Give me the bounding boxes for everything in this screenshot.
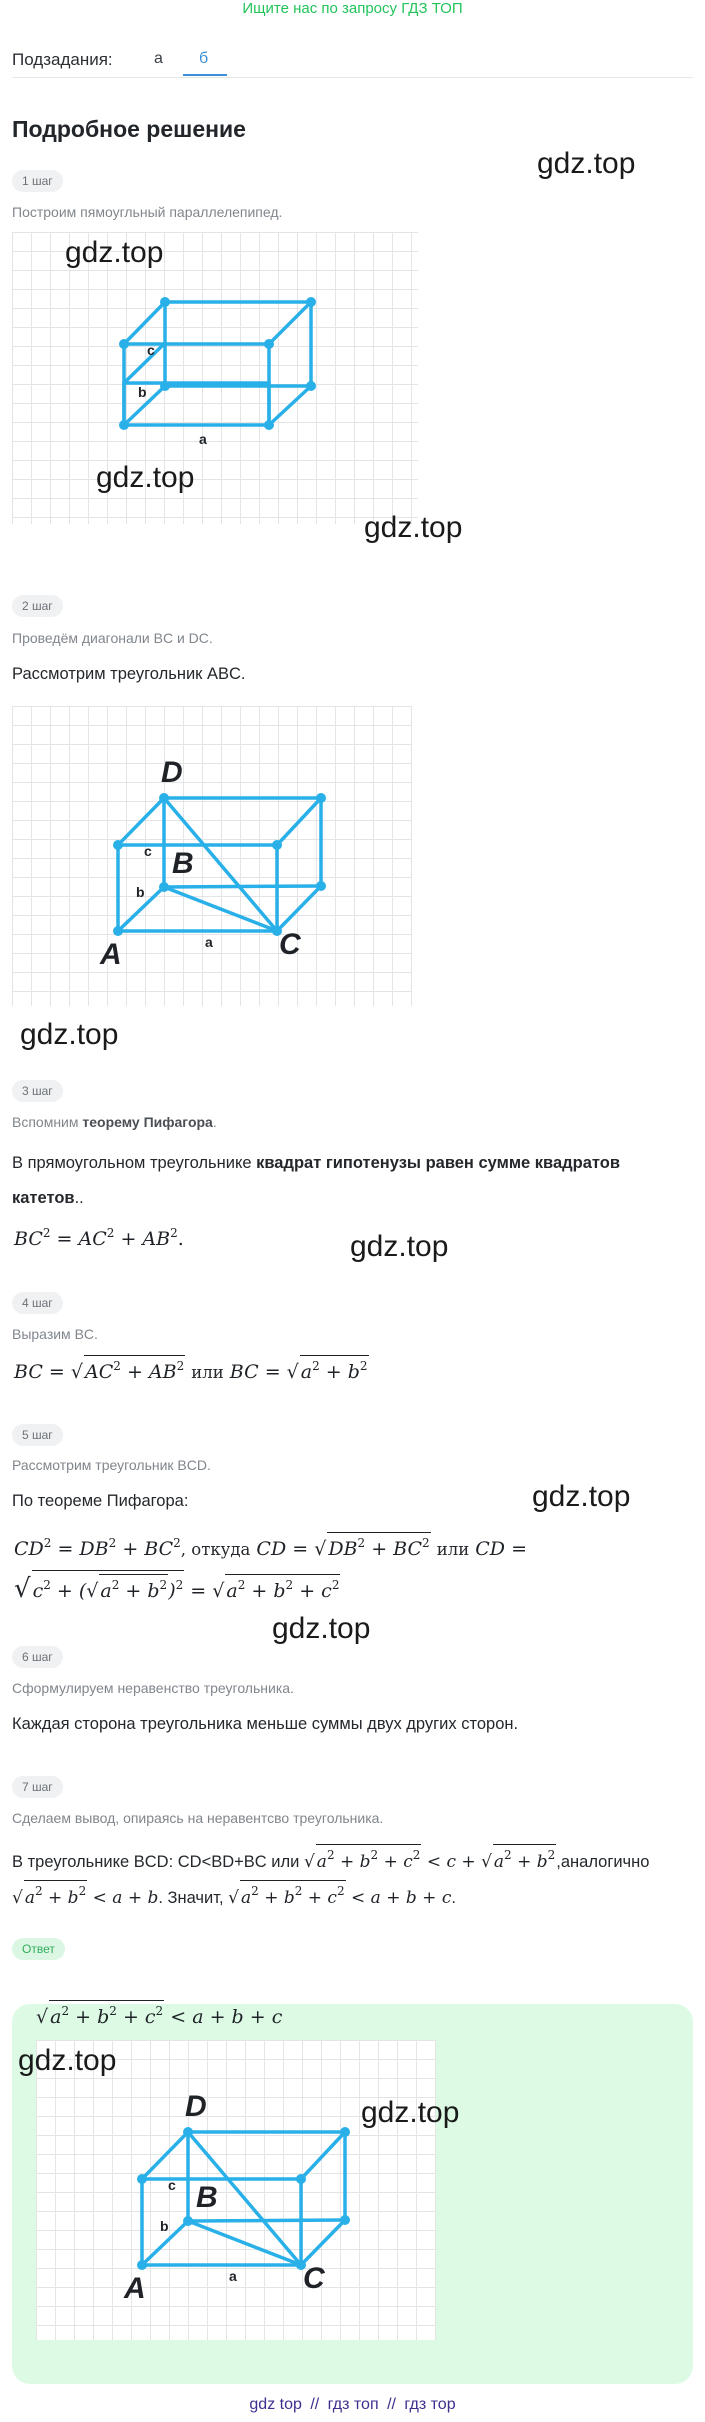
step-3-text-prefix: В прямоугольном треугольнике bbox=[12, 1154, 257, 1172]
bc-formula: BC = √ $AC^2 + AB^2$ или BC = √ $a^2 + b^2$ bbox=[14, 1355, 369, 1383]
step-3-note-suffix: . bbox=[212, 1114, 217, 1130]
edge bbox=[269, 386, 311, 425]
label-c: c bbox=[168, 2177, 176, 2193]
step-2-note: Проведём диагонали BC и DC. bbox=[12, 630, 213, 646]
step-7-note: Сделаем вывод, опираясь на неравентсво треугольника. bbox=[12, 1810, 384, 1826]
label-C: C bbox=[279, 928, 301, 961]
figure-box-2 bbox=[12, 706, 412, 1006]
cd-formula-line-2: √ $c^2$ + (√ $a^2 + b^2)^2$ = √ $a^2 + b^2 + c^2$ bbox=[14, 1570, 340, 1605]
step-2-badge: 2 шаг bbox=[12, 595, 63, 617]
label-C: C bbox=[303, 2262, 325, 2295]
tabs-divider bbox=[12, 77, 693, 78]
label-b: b bbox=[138, 384, 147, 400]
step-7-text-end: . bbox=[451, 1889, 456, 1907]
step-7-text-then: . Значит, bbox=[158, 1889, 224, 1907]
step-3-text bbox=[12, 1146, 687, 1216]
vertex bbox=[264, 339, 274, 349]
edge bbox=[269, 302, 311, 344]
step-5-note: Рассмотрим треугольник BCD. bbox=[12, 1457, 211, 1473]
footer-separator: // bbox=[310, 2396, 320, 2413]
label-a: a bbox=[229, 2268, 237, 2284]
step-7-line-1: В треугольнике BCD: CD<BD+BC или √ $a^2 + b^2 + c^2 < c$ + √ $a^2$ + $b^2,аналогично$ bbox=[12, 1844, 649, 1872]
label-b: b bbox=[160, 2218, 169, 2234]
step-3-text-suffix: .. bbox=[74, 1189, 84, 1207]
footer-link-gdz-top-ru[interactable]: гдз топ bbox=[327, 2396, 379, 2413]
label-A: A bbox=[100, 938, 122, 971]
label-A: A bbox=[124, 2272, 146, 2305]
label-b: b bbox=[136, 884, 145, 900]
edge bbox=[124, 302, 165, 344]
step-3-text-bold: квадрат гипотенузы равен сумме квадратов катетов bbox=[12, 1154, 620, 1207]
label-a: a bbox=[199, 431, 207, 447]
watermark: gdz.top bbox=[537, 147, 636, 180]
step-5-text: По теореме Пифагора: bbox=[12, 1492, 189, 1510]
search-banner[interactable]: Ищите нас по запросу ГДЗ ТОП bbox=[242, 0, 463, 17]
step-3-note-bold: теорему Пифагора bbox=[82, 1114, 213, 1130]
vertex bbox=[119, 339, 129, 349]
footer-link-gdz-tor[interactable]: гдз тор bbox=[404, 2396, 456, 2413]
tab-a[interactable]: а bbox=[154, 50, 163, 67]
step-6-note: Сформулируем неравенство треугольника. bbox=[12, 1680, 294, 1696]
watermark: gdz.top bbox=[364, 511, 463, 544]
answer-parallelepiped-figure bbox=[36, 2040, 436, 2340]
tab-b[interactable]: б bbox=[199, 50, 209, 67]
figure-box-1 bbox=[12, 232, 418, 524]
vertex bbox=[306, 381, 316, 391]
step-4-connector: или bbox=[191, 1363, 224, 1382]
vertex bbox=[264, 420, 274, 430]
parallelepiped-diagonals-figure bbox=[12, 706, 412, 1006]
step-6-text: Каждая сторона треугольника меньше суммы двух других сторон. bbox=[12, 1715, 519, 1733]
watermark: gdz.top bbox=[65, 236, 164, 269]
step-7-text-prefix: В треугольнике BCD: CD<BD+BC или bbox=[12, 1853, 300, 1871]
step-1-note: Построим пямоугльный параллелепипед. bbox=[12, 204, 283, 220]
watermark: gdz.top bbox=[18, 2044, 117, 2077]
answer-badge: Ответ bbox=[12, 1938, 65, 1960]
vertex bbox=[119, 420, 129, 430]
active-tab-indicator bbox=[183, 74, 227, 76]
step-6-badge: 6 шаг bbox=[12, 1646, 63, 1668]
figure-box-answer bbox=[36, 2040, 436, 2340]
watermark: gdz.top bbox=[361, 2096, 460, 2129]
step-3-note bbox=[12, 1114, 217, 1130]
label-B: B bbox=[196, 2181, 218, 2214]
label-D: D bbox=[161, 756, 183, 789]
watermark: gdz.top bbox=[350, 1230, 449, 1263]
vertex bbox=[160, 297, 170, 307]
step-5-connector-2: или bbox=[436, 1540, 470, 1559]
footer-separator: // bbox=[387, 2396, 396, 2413]
step-7-text-mid: ,аналогично bbox=[556, 1853, 650, 1871]
pythagoras-formula: $BC^2 = AC^2 + AB^2$. bbox=[14, 1226, 184, 1250]
label-a: a bbox=[205, 934, 213, 950]
step-2-text: Рассмотрим треугольник ABC. bbox=[12, 665, 246, 683]
label-D: D bbox=[185, 2090, 207, 2123]
subtasks-label: Подзадания: bbox=[12, 50, 113, 69]
label-c: c bbox=[147, 342, 155, 358]
step-1-badge: 1 шаг bbox=[12, 170, 63, 192]
step-3-badge: 3 шаг bbox=[12, 1080, 63, 1102]
step-4-note: Выразим BC. bbox=[12, 1326, 98, 1342]
step-7-line-2: √ $a^2 + b^2 < a + b$. Значит, √ $a^2 + b^2 + c^2 < a + b + c$. bbox=[12, 1880, 456, 1908]
step-4-badge: 4 шаг bbox=[12, 1292, 63, 1314]
step-5-badge: 5 шаг bbox=[12, 1424, 63, 1446]
edge bbox=[124, 343, 165, 383]
vertex bbox=[306, 297, 316, 307]
watermark: gdz.top bbox=[96, 461, 195, 494]
label-B: B bbox=[172, 847, 194, 880]
vertex bbox=[160, 381, 170, 391]
label-c: c bbox=[144, 843, 152, 859]
step-7-badge: 7 шаг bbox=[12, 1776, 63, 1798]
step-3-note-prefix: Вспомним bbox=[12, 1114, 83, 1130]
page-title: Подробное решение bbox=[12, 116, 246, 142]
parallelepiped-figure bbox=[12, 232, 418, 524]
watermark: gdz.top bbox=[272, 1612, 371, 1645]
answer-formula: √ $a^2 + b^2 + c^2 < a + b + c$ bbox=[36, 2000, 282, 2028]
footer-link-gdz-top[interactable]: gdz top bbox=[249, 2396, 302, 2413]
cd-formula-line-1: $CD^2 = DB^2 + BC^2$, откуда CD = √ $DB^2 + BC^2$ или CD = bbox=[14, 1532, 527, 1560]
watermark: gdz.top bbox=[532, 1480, 631, 1513]
step-5-connector-1: , откуда bbox=[180, 1540, 251, 1559]
footer-links bbox=[0, 2396, 705, 2414]
watermark: gdz.top bbox=[20, 1018, 119, 1051]
